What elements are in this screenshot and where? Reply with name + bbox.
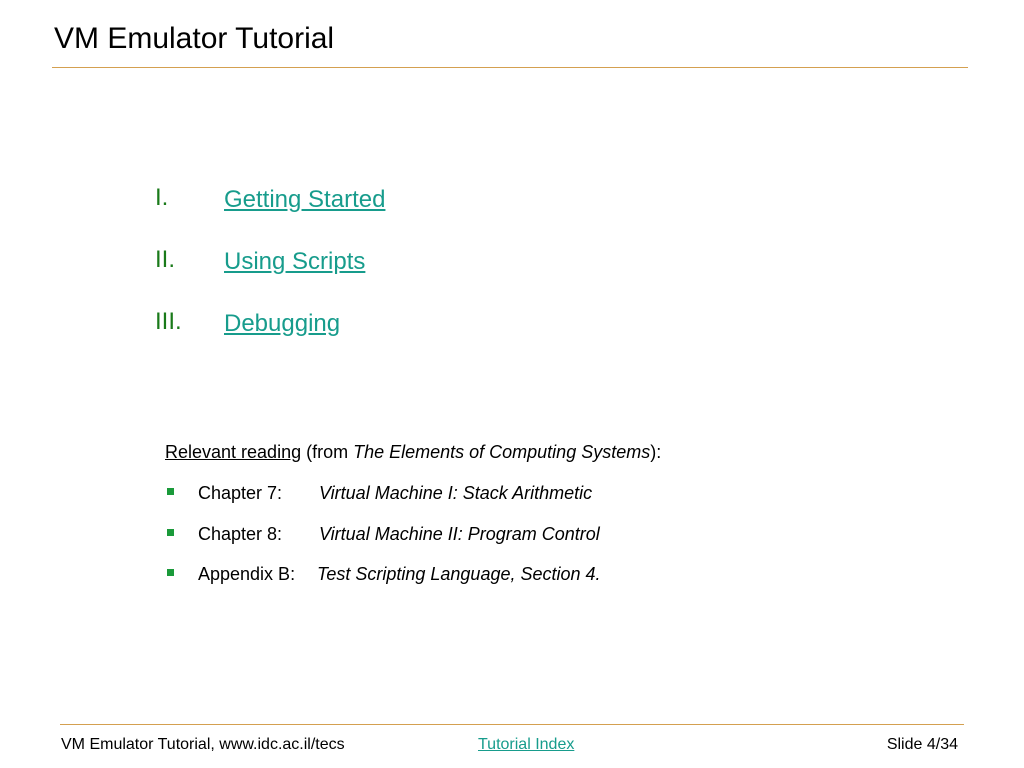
title-divider: [52, 67, 968, 68]
relevant-reading-label: Relevant reading: [165, 442, 302, 462]
list-item: [165, 564, 661, 605]
toc-numeral: III.: [155, 308, 182, 335]
toc-numeral: I.: [155, 184, 169, 211]
slide-title: VM Emulator Tutorial: [54, 22, 335, 55]
chapter-label: Chapter 8:: [198, 523, 283, 544]
reading-list: [165, 483, 661, 605]
chapter-label: Chapter 7:: [198, 483, 283, 503]
chapter-title: Virtual Machine II: Program Control: [319, 523, 600, 544]
using-scripts-link[interactable]: Using Scripts: [224, 248, 366, 275]
square-bullet-icon: [167, 529, 174, 536]
getting-started-link[interactable]: Getting Started: [224, 186, 386, 213]
reading-heading: [165, 442, 661, 466]
relevant-reading-section: [165, 442, 661, 605]
toc-numeral: II.: [155, 246, 176, 273]
reading-intro-before: (from: [301, 442, 354, 462]
chapter-title: Test Scripting Language, Section 4.: [317, 564, 601, 584]
footer-divider: [60, 724, 964, 725]
list-item: [165, 524, 661, 565]
list-item: [165, 483, 661, 524]
book-title: The Elements of Computing Systems: [353, 442, 651, 462]
square-bullet-icon: [167, 488, 174, 495]
chapter-title: Virtual Machine I: Stack Arithmetic: [319, 483, 593, 503]
chapter-label: Appendix B:: [198, 564, 296, 584]
footer-source: VM Emulator Tutorial, www.idc.ac.il/tecs: [61, 736, 345, 753]
slide-number: Slide 4/34: [886, 736, 958, 753]
reading-intro-after: ):: [650, 442, 662, 462]
tutorial-index-link[interactable]: Tutorial Index: [478, 736, 575, 753]
debugging-link[interactable]: Debugging: [224, 310, 341, 337]
square-bullet-icon: [167, 569, 174, 576]
